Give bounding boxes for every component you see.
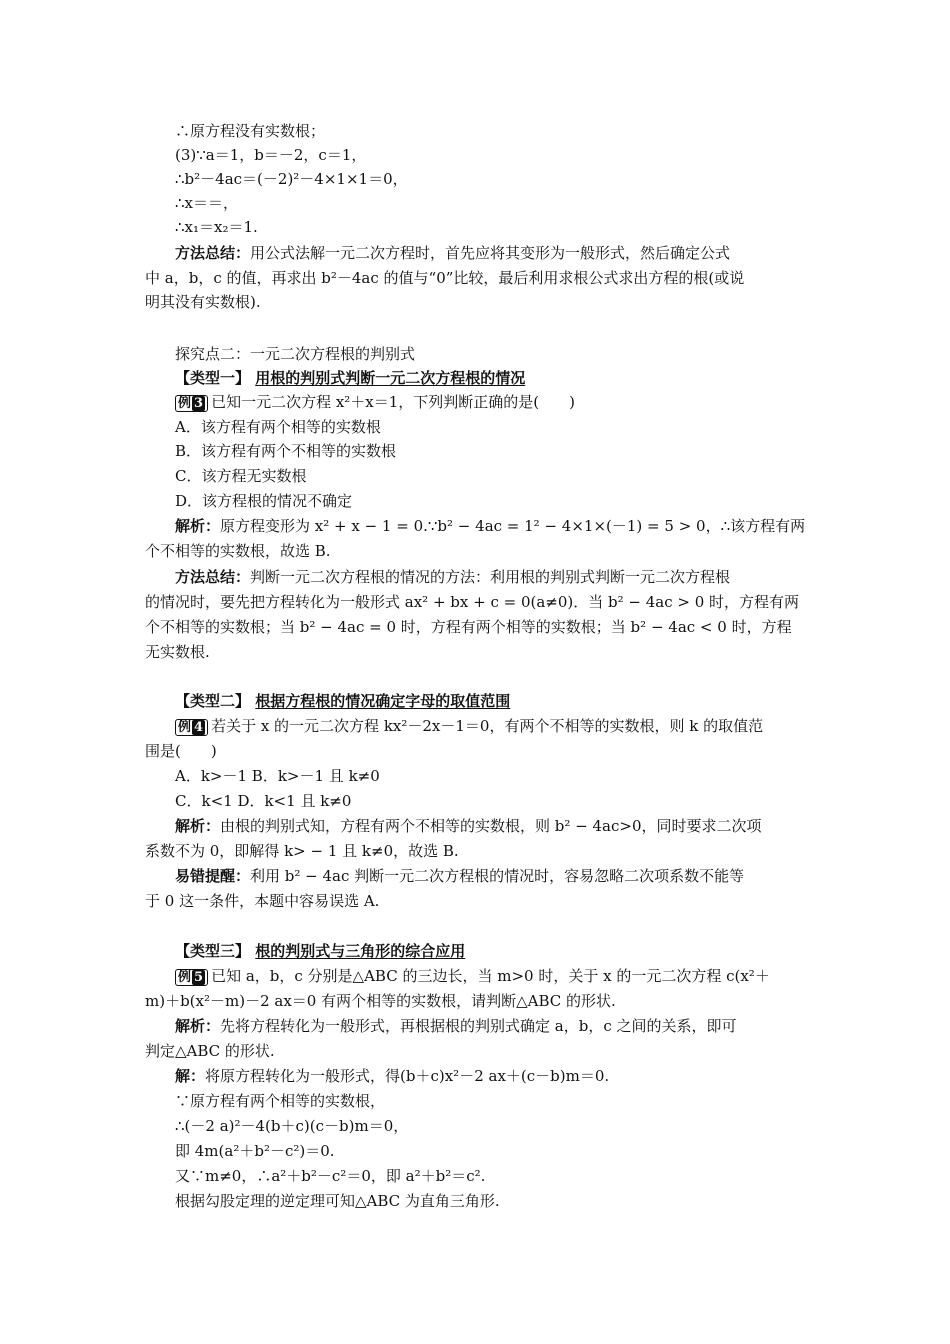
example-3-option-a: A．该方程有两个相等的实数根 <box>175 418 381 436</box>
example-4-analysis-line2: 系数不为 0，即解得 k> − 1 且 k≠0，故选 B. <box>145 842 459 860</box>
summary-label: 方法总结： <box>175 244 251 262</box>
example-5-solution-line3: ∴(－2 a)²－4(b＋c)(c－b)m＝0， <box>175 1117 409 1135</box>
example-5-solution: 解：将原方程转化为一般形式，得(b＋c)x²－2 ax＋(c－b)m＝0. <box>175 1067 610 1085</box>
warning-note-line2: 于 0 这一条件，本题中容易误选 A. <box>145 892 380 910</box>
example-3-analysis-line2: 个不相等的实数根，故选 B. <box>145 542 331 560</box>
type-3-title: 根的判别式与三角形的综合应用 <box>255 942 466 960</box>
example-5-solution-line6: 根据勾股定理的逆定理可知△ABC 为直角三角形. <box>175 1192 500 1210</box>
example-3-analysis: 解析：原方程变形为 x² + x − 1 = 0.∵b² − 4ac = 1² − 4×1×(－1) = 5 > 0，∴该方程有两 <box>175 517 806 535</box>
example-5-question-line2: m)＋b(x²－m)－2 ax＝0 有两个相等的实数根，请判断△ABC 的形状. <box>145 992 616 1010</box>
method-summary-1: 方法总结：用公式法解一元二次方程时，首先应将其变形为一般形式，然后确定公式 <box>175 244 731 262</box>
solution-3-coefficients: (3)∵a＝1，b＝－2，c＝1， <box>175 146 367 164</box>
solution-3-formula: ∴x＝＝， <box>175 194 239 212</box>
type-1-title: 用根的判别式判断一元二次方程根的情况 <box>255 369 526 387</box>
type-2-title: 根据方程根的情况确定字母的取值范围 <box>255 692 511 710</box>
example-5-solution-line2: ∵原方程有两个相等的实数根， <box>175 1092 386 1110</box>
example-5-solution-line5: 又∵m≠0，∴a²＋b²－c²＝0，即 a²＋b²＝c². <box>175 1167 486 1185</box>
example-3-option-d: D．该方程根的情况不确定 <box>175 492 353 510</box>
example-4-question-line2: 围是( ) <box>145 742 217 760</box>
example-3-option-c: C．该方程无实数根 <box>175 467 307 485</box>
example-4-analysis: 解析：由根的判别式知，方程有两个不相等的实数根，则 b² − 4ac>0，同时要求二次项 <box>175 817 762 835</box>
type-1-heading: 【类型一】 用根的判别式判断一元二次方程根的情况 <box>175 369 526 387</box>
method-summary-2-line3: 个不相等的实数根；当 b² − 4ac = 0 时，方程有两个相等的实数根；当 b² − 4ac < 0 时，方程 <box>145 618 792 636</box>
method-summary-2: 方法总结：判断一元二次方程根的情况的方法：利用根的判别式判断一元二次方程根 <box>175 568 731 586</box>
warning-note: 易错提醒：利用 b² − 4ac 判断一元二次方程根的情况时，容易忽略二次项系数不能等 <box>175 867 745 885</box>
solution-2-conclusion: ∴原方程没有实数根； <box>175 122 326 140</box>
example-4-question: 例 4 若关于 x 的一元二次方程 kx²－2x－1＝0，有两个不相等的实数根，则 k 的取值范 <box>175 715 763 737</box>
example-5-solution-line4: 即 4m(a²＋b²－c²)＝0. <box>175 1142 335 1160</box>
example-3-badge: 例 3 <box>175 395 208 412</box>
method-summary-1-line2: 中 a，b，c 的值，再求出 b²－4ac 的值与“0”比较，最后利用求根公式求出方程的根(或说 <box>145 269 745 287</box>
example-4-options-ab: A．k>－1 B．k>－1 且 k≠0 <box>175 767 380 785</box>
section-2-title: 探究点二：一元二次方程根的判别式 <box>175 345 416 363</box>
type-3-heading: 【类型三】 根的判别式与三角形的综合应用 <box>175 942 466 960</box>
example-5-question: 例 5 已知 a，b，c 分别是△ABC 的三边长，当 m>0 时，关于 x 的一元二次方程 c(x²＋ <box>175 965 770 987</box>
example-4-badge: 例 4 <box>175 719 208 736</box>
example-5-analysis-line2: 判定△ABC 的形状. <box>145 1042 275 1060</box>
example-5-analysis: 解析：先将方程转化为一般形式，再根据根的判别式确定 a，b，c 之间的关系，即可 <box>175 1017 737 1035</box>
method-summary-1-line3: 明其没有实数根). <box>145 293 261 311</box>
solution-3-roots: ∴x₁＝x₂＝1. <box>175 218 258 236</box>
example-3-question: 例 3 已知一元二次方程 x²＋x＝1，下列判断正确的是( ) <box>175 391 575 413</box>
solution-3-discriminant: ∴b²－4ac＝(－2)²－4×1×1＝0， <box>175 170 408 188</box>
method-summary-2-line2: 的情况时，要先把方程转化为一般形式 ax² + bx + c = 0(a≠0)．当 b² − 4ac > 0 时，方程有两 <box>145 593 800 611</box>
example-3-option-b: B．该方程有两个不相等的实数根 <box>175 442 397 460</box>
type-2-heading: 【类型二】 根据方程根的情况确定字母的取值范围 <box>175 692 511 710</box>
method-summary-2-line4: 无实数根. <box>145 643 210 661</box>
example-4-options-cd: C．k<1 D．k<1 且 k≠0 <box>175 792 352 810</box>
example-5-badge: 例 5 <box>175 969 208 986</box>
